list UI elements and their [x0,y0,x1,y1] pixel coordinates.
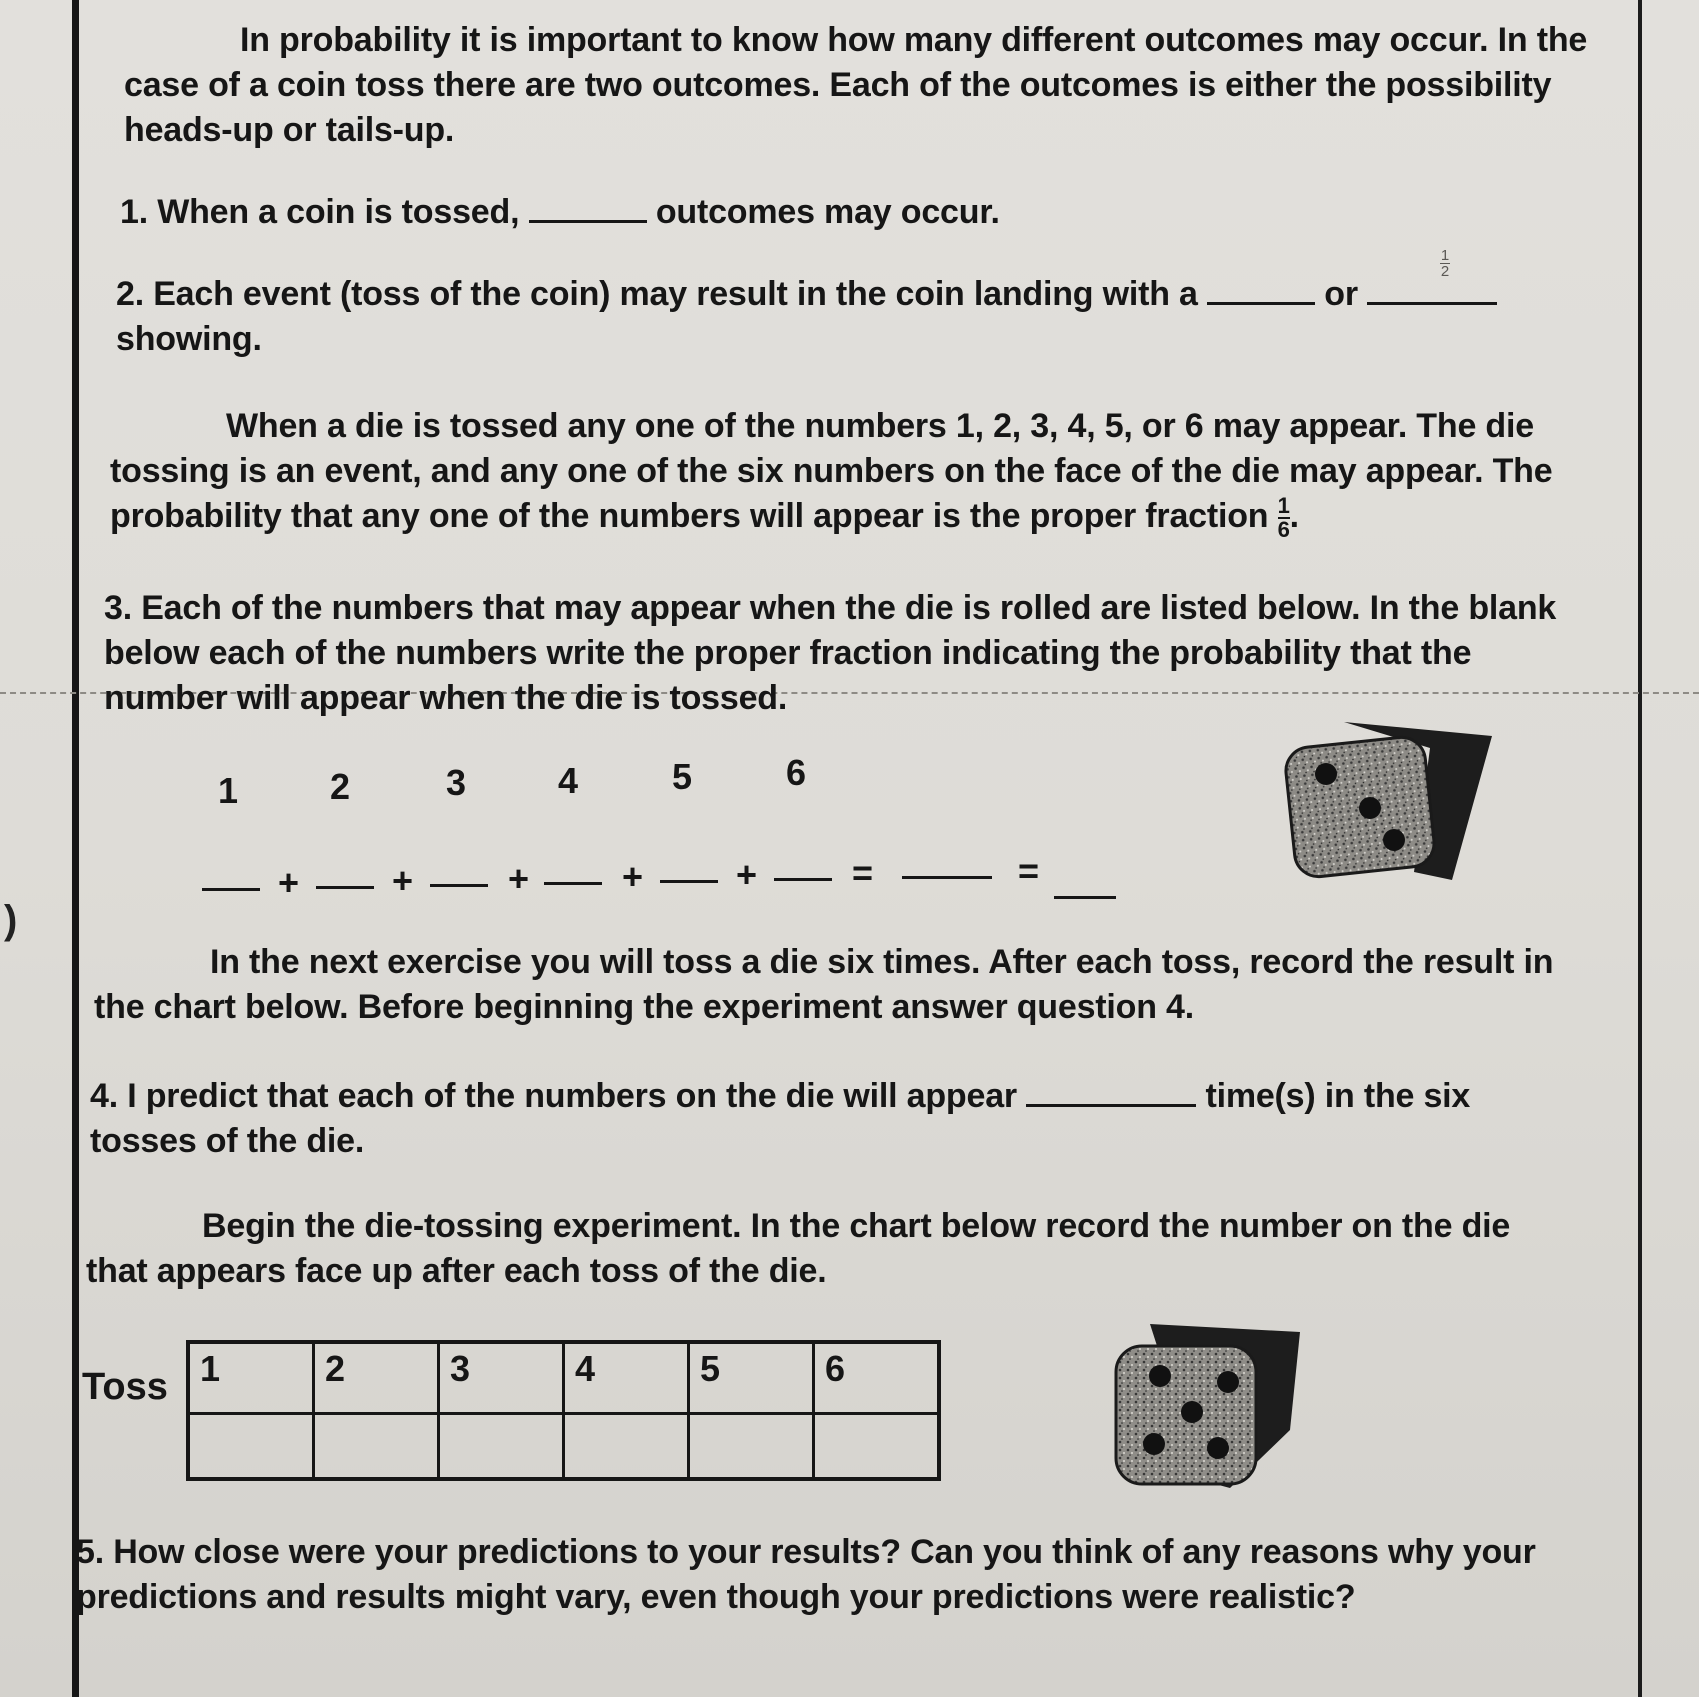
die-intro-line-3: probability that any one of the numbers will appear is the proper fraction [110,497,1269,535]
question-1 [120,190,1000,235]
q1-text-after: outcomes may occur. [655,193,1000,231]
q1-answer-blank[interactable] [529,192,647,223]
q3-line-2: below each of the numbers write the proper fraction indicating the probability that the [104,634,1472,672]
die-intro-line-1: When a die is tossed any one of the numbers 1, 2, 3, 4, 5, or 6 may appear. The die [226,407,1534,445]
toss-header-row [188,1342,939,1414]
toss-answer-cell-5[interactable] [689,1414,814,1480]
next-line-2: the chart below. Before beginning the experiment answer question 4. [94,988,1194,1026]
die-number-4: 4 [558,760,579,801]
plus-sign: + [736,854,758,895]
q5-line-2: predictions and results might vary, even though your predictions were realistic? [76,1578,1356,1616]
toss-header-5: 5 [689,1342,814,1414]
die-three-icon [1282,712,1502,890]
q1-text: 1. When a coin is tossed, [120,193,520,231]
question-2 [116,272,1497,362]
die-intro-paragraph: When a die is tossed any one of the numbers 1, 2, 3, 4, 5, or 6 may appear. The die tossing is an event, and any one of the six numbers on the face of the die may appear. The probability that any one of the numbers will appear is the proper fraction $\frac{1}{6}$. [110,407,1553,543]
q4-after: time(s) in the six [1205,1077,1471,1115]
begin-paragraph [86,1204,1510,1294]
equals-sign: = [852,852,874,893]
begin-line-2: that appears face up after each toss of the die. [86,1252,827,1290]
intro-line-3: heads-up or tails-up. [124,111,455,149]
q4-answer-blank[interactable] [1026,1076,1196,1107]
left-border-line [72,0,79,1697]
toss-answer-cell-1[interactable] [188,1414,314,1480]
q2-or: or [1324,275,1358,313]
toss-answer-cell-6[interactable] [814,1414,940,1480]
one-sixth-fraction: $\frac{1}{6}$ [1277,493,1290,543]
question-4 [90,1074,1470,1164]
toss-answer-cell-4[interactable] [564,1414,689,1480]
intro-line-2: case of a coin toss there are two outcomes. Each of the outcomes is either the possibility [124,66,1552,104]
margin-parenthesis: ) [4,898,18,942]
toss-header-3: 3 [439,1342,564,1414]
toss-header-2: 2 [314,1342,439,1414]
plus-sign: + [508,858,530,899]
q2-answer-blank-1[interactable] [1207,274,1315,305]
right-border-line [1638,0,1642,1697]
fraction-blank-6[interactable] [774,878,832,881]
q4-text: 4. I predict that each of the numbers on the die will appear [90,1077,1017,1115]
fraction-blank-1[interactable] [202,888,260,891]
die-intro-line-2: tossing is an event, and any one of the six numbers on the face of the die may appear. The [110,452,1553,490]
toss-header-1: 1 [188,1342,314,1414]
q4-line-2: tosses of the die. [90,1122,365,1160]
toss-answer-row [188,1414,939,1480]
die-number-5: 5 [672,756,693,797]
plus-sign: + [278,862,300,903]
next-line-1: In the next exercise you will toss a die six times. After each toss, record the result in [210,943,1554,981]
sum-blank[interactable] [902,876,992,879]
margin-pencil-fraction: 1 2 [1440,247,1450,280]
toss-label: Toss [82,1366,168,1408]
toss-results-table [186,1340,941,1481]
question-3 [104,586,1556,721]
toss-answer-cell-2[interactable] [314,1414,439,1480]
fraction-blank-4[interactable] [544,882,602,885]
next-exercise-paragraph [94,940,1553,1030]
total-blank[interactable] [1054,896,1116,899]
q2-answer-blank-2[interactable] [1367,274,1497,305]
fraction-blank-3[interactable] [430,884,488,887]
q3-line-3: number will appear when the die is tossed. [104,679,788,717]
q3-line-1: 3. Each of the numbers that may appear when the die is rolled are listed below. In the blank [104,589,1557,627]
plus-sign: + [622,856,644,897]
die-five-icon [1110,1320,1310,1492]
equals-sign: = [1018,850,1040,891]
question-5 [76,1530,1536,1620]
die-number-3: 3 [446,762,467,803]
q2-showing: showing. [116,320,262,358]
toss-header-4: 4 [564,1342,689,1414]
plus-sign: + [392,860,414,901]
die-number-6: 6 [786,752,807,793]
begin-line-1: Begin the die-tossing experiment. In the chart below record the number on the die [202,1207,1511,1245]
fraction-blank-2[interactable] [316,886,374,889]
toss-header-6: 6 [814,1342,940,1414]
die-number-1: 1 [218,770,239,811]
fraction-blank-5[interactable] [660,880,718,883]
q2-text: 2. Each event (toss of the coin) may result in the coin landing with a [116,275,1198,313]
intro-line-1: In probability it is important to know how many different outcomes may occur. In the [240,21,1588,59]
die-number-2: 2 [330,766,351,807]
intro-paragraph [124,18,1587,153]
toss-answer-cell-3[interactable] [439,1414,564,1480]
q5-line-1: 5. How close were your predictions to your results? Can you think of any reasons why your [76,1533,1536,1571]
